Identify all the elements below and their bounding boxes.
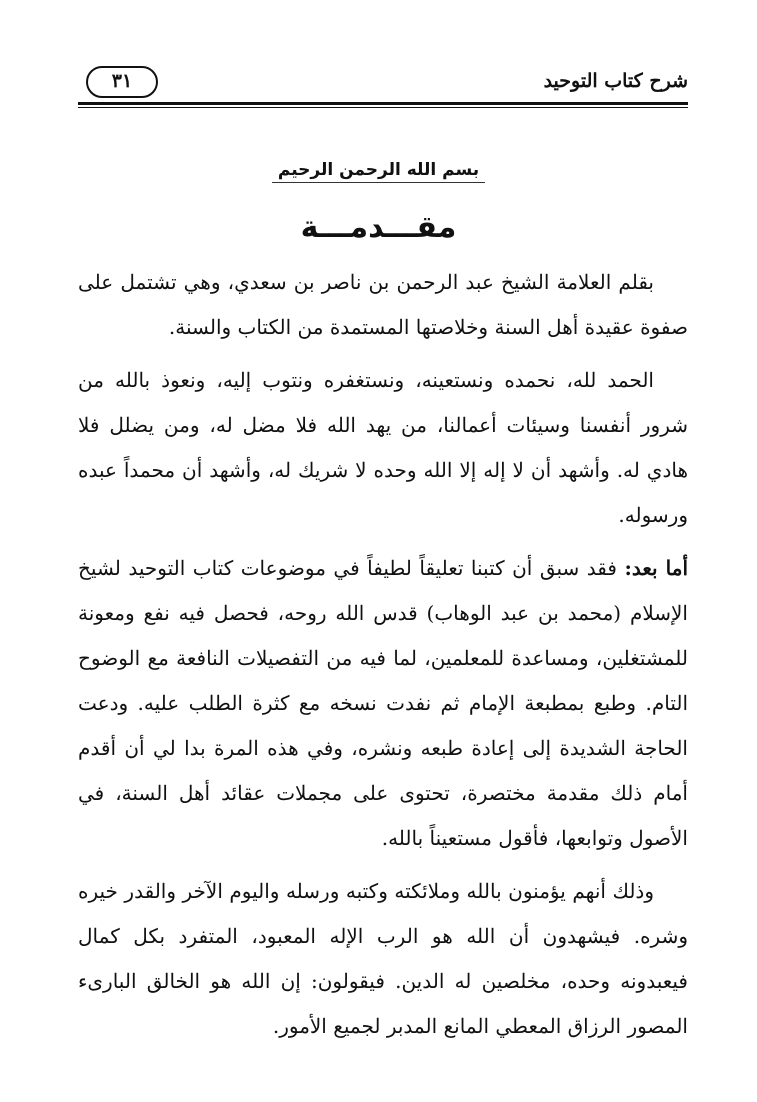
page-number: ٣١: [86, 66, 158, 98]
header-rule-thin: [78, 107, 688, 108]
paragraph: [78, 869, 688, 1049]
body-text: [78, 260, 688, 1057]
paragraph-text: الحمد لله، نحمده ونستعينه، ونستغفره ونتوب إليه، ونعوذ بالله من شرور أنفسنا وسيئات أعمالنا، من يهد الله فلا مضل له، ومن يضلل فلا هادي له. وأشهد أن لا إله إلا الله وحده لا شريك له، وأشهد أن محمداً عبده ورسوله.: [78, 368, 688, 527]
header-rule-thick: [78, 102, 688, 105]
paragraph-text: بقلم العلامة الشيخ عبد الرحمن بن ناصر بن سعدي، وهي تشتمل على صفوة عقيدة أهل السنة وخلاصتها المستمدة من الكتاب والسنة.: [78, 270, 688, 339]
running-title: شرح كتاب التوحيد: [543, 70, 688, 92]
basmala: [0, 160, 757, 183]
page-header: [78, 64, 688, 104]
paragraph: [78, 260, 688, 350]
basmala-text: بسم الله الرحمن الرحيم: [272, 160, 485, 183]
paragraph-lead: أما بعد:: [624, 556, 688, 580]
paragraph-text: فقد سبق أن كتبنا تعليقاً لطيفاً في موضوعات كتاب التوحيد لشيخ الإسلام (محمد بن عبد الوهاب) قدس الله روحه، فحصل فيه نفع ومعونة للمشتغلين، ومساعدة للمعلمين، لما فيه من التفصيلات النافعة مع الوضوح التام. وطبع بمطبعة الإمام ثم نفدت نسخه مع كثرة الطلب عليه. ودعت الحاجة الشديدة إلى إعادة طبعه ونشره، وفي هذه المرة بدا لي أن أقدم أمام ذلك مقدمة مختصرة، تحتوى على مجملات عقائد أهل السنة، في الأصول وتوابعها، فأقول مستعيناً بالله.: [78, 556, 688, 850]
section-title: مقـــدمـــة: [300, 210, 457, 245]
paragraph: [78, 546, 688, 861]
paragraph: [78, 358, 688, 538]
paragraph-text: وذلك أنهم يؤمنون بالله وملائكته وكتبه ورسله واليوم الآخر والقدر خيره وشره. فيشهدون أن الله هو الرب الإله المعبود، المتفرد بكل كمال فيعبدونه وحده، مخلصين له الدين. فيقولون: إن الله هو الخالق البارىء المصور الرزاق المعطي المانع المدبر لجميع الأمور.: [78, 879, 688, 1038]
